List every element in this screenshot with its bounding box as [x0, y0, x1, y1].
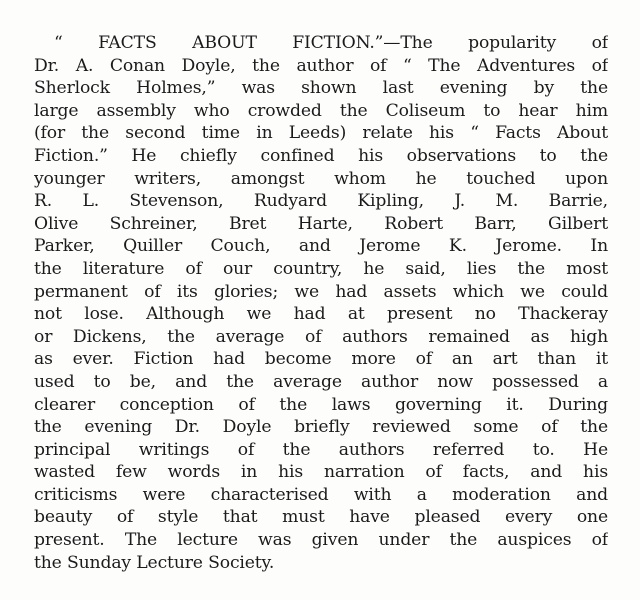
- article-line: Fiction.” He chiefly confined his observations to the: [34, 145, 608, 166]
- article-last-line: the Sunday Lecture Society.: [34, 552, 275, 573]
- article-line: used to be, and the average author now possessed a: [34, 371, 608, 392]
- article-line: criticisms were characterised with a moderation and: [34, 484, 608, 505]
- article-line: as ever. Fiction had become more of an art than it: [34, 349, 608, 370]
- article-line: Dr. A. Conan Doyle, the author of “ The Adventures of: [34, 55, 608, 76]
- article-line: Parker, Quiller Couch, and Jerome K. Jerome. In: [34, 236, 608, 257]
- article-line: the evening Dr. Doyle briefly reviewed some of the: [34, 417, 608, 438]
- article-line: large assembly who crowded the Coliseum to hear him: [34, 100, 608, 121]
- article-line: or Dickens, the average of authors remained as high: [34, 326, 608, 347]
- article-body: [34, 32, 608, 574]
- article-line: Sherlock Holmes,” was shown last evening by the: [34, 78, 608, 99]
- article-line: the literature of our country, he said, lies the most: [34, 258, 608, 279]
- article-line: clearer conception of the laws governing it. During: [34, 394, 608, 415]
- article-line: principal writings of the authors referred to. He: [34, 439, 608, 460]
- article-line: wasted few words in his narration of facts, and his: [34, 462, 608, 483]
- article-line: younger writers, amongst whom he touched upon: [34, 168, 608, 189]
- article-line: R. L. Stevenson, Rudyard Kipling, J. M. Barrie,: [34, 191, 608, 212]
- article-line: permanent of its glories; we had assets which we could: [34, 281, 608, 302]
- article-line: present. The lecture was given under the auspices of: [34, 530, 608, 551]
- article-line: beauty of style that must have pleased every one: [34, 507, 608, 528]
- article-line: (for the second time in Leeds) relate his “ Facts About: [34, 123, 608, 144]
- article-line: not lose. Although we had at present no Thackeray: [34, 304, 608, 325]
- article-line: Olive Schreiner, Bret Harte, Robert Barr, Gilbert: [34, 213, 608, 234]
- article-headline-line: “ FACTS ABOUT FICTION.”—The popularity of: [54, 33, 608, 53]
